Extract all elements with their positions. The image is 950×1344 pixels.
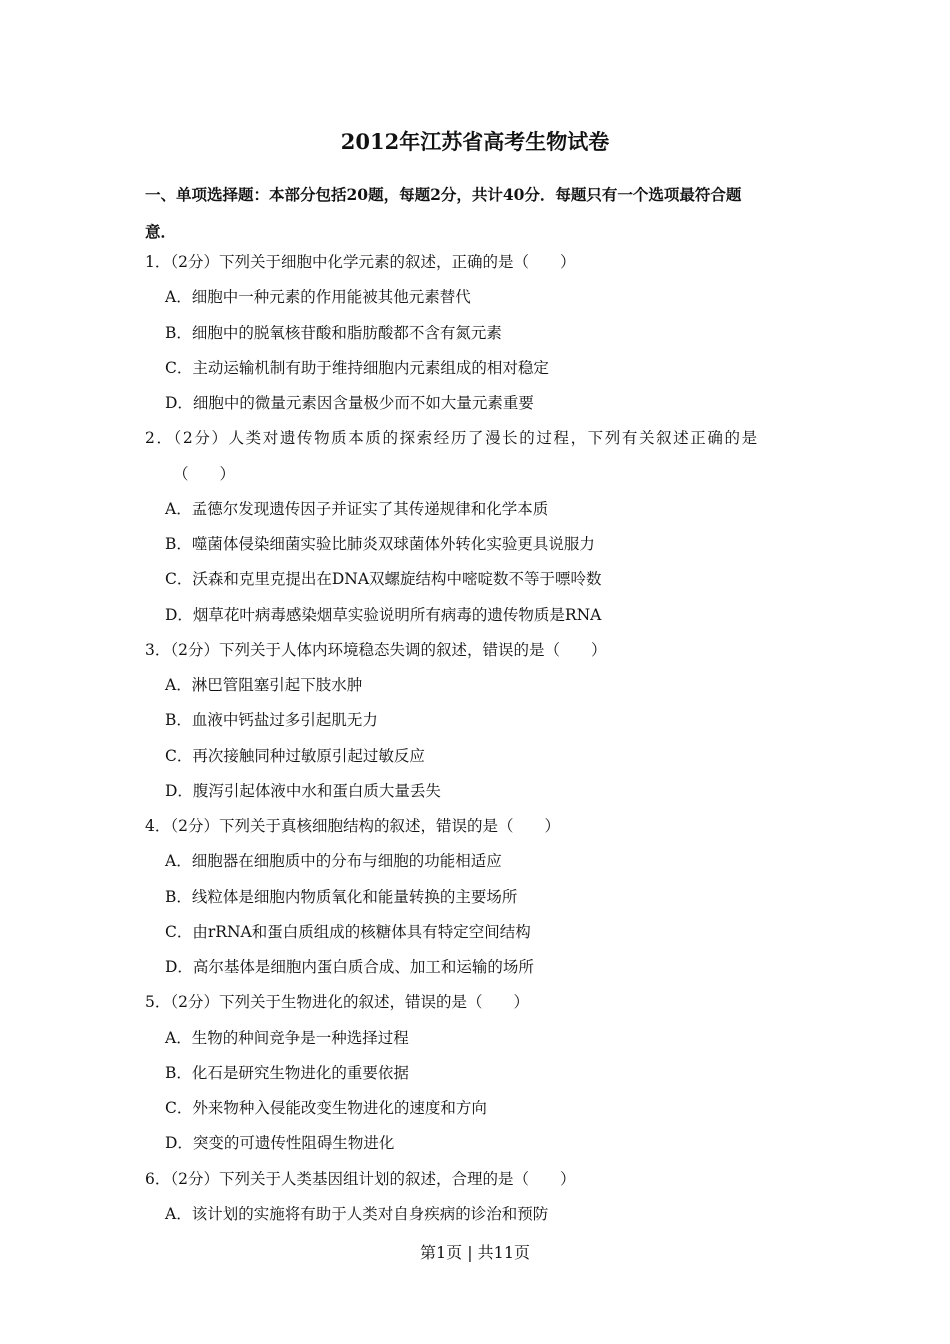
question-4-option-c: C．由rRNA和蛋白质组成的核糖体具有特定空间结构 [165, 922, 531, 941]
question-1-option-c: C．主动运输机制有助于维持细胞内元素组成的相对稳定 [165, 358, 549, 377]
question-6-stem: 6．（2分）下列关于人类基因组计划的叙述，合理的是（ ） [145, 1169, 576, 1188]
question-3-option-c: C．再次接触同种过敏原引起过敏反应 [165, 746, 425, 765]
question-6-option-a: A．该计划的实施将有助于人类对自身疾病的诊治和预防 [165, 1204, 549, 1223]
question-1-stem: 1．（2分）下列关于细胞中化学元素的叙述，正确的是（ ） [145, 253, 576, 271]
section-heading [145, 176, 810, 250]
question-3-stem: 3．（2分）下列关于人体内环境稳态失调的叙述，错误的是（ ） [145, 640, 607, 659]
page-footer: 第1页 | 共11页 [419, 1243, 531, 1262]
question-2-option-c: C．沃森和克里克提出在DNA双螺旋结构中嘧啶数不等于嘌呤数 [165, 570, 602, 589]
question-3-option-b: B．血液中钙盐过多引起肌无力 [165, 711, 378, 730]
question-2-option-b: B．噬菌体侵染细菌实验比肺炎双球菌体外转化实验更具说服力 [165, 535, 595, 553]
question-5-option-d: D．突变的可遗传性阻碍生物进化 [165, 1134, 395, 1153]
question-3-option-d: D．腹泻引起体液中水和蛋白质大量丢失 [165, 781, 441, 800]
section-heading-line: 一、单项选择题：本部分包括20题，每题2分，共计40分．每题只有一个选项最符合题 [145, 185, 742, 204]
question-4-option-b: B．线粒体是细胞内物质氧化和能量转换的主要场所 [165, 887, 518, 906]
question-5-option-c: C．外来物种入侵能改变生物进化的速度和方向 [165, 1099, 487, 1117]
question-3-option-a: A．淋巴管阻塞引起下肢水肿 [165, 676, 363, 694]
question-5-stem: 5．（2分）下列关于生物进化的叙述，错误的是（ ） [145, 993, 529, 1012]
question-2-option-d: D．烟草花叶病毒感染烟草实验说明所有病毒的遗传物质是RNA [165, 605, 602, 624]
question-5-option-a: A．生物的种间竞争是一种选择过程 [165, 1028, 409, 1047]
question-1-option-d: D．细胞中的微量元素因含量极少而不如大量元素重要 [165, 394, 534, 412]
question-4-stem: 4．（2分）下列关于真核细胞结构的叙述，错误的是（ ） [145, 817, 560, 835]
question-4-option-a: A．细胞器在细胞质中的分布与细胞的功能相适应 [165, 852, 502, 871]
question-2-stem-cont: （ ） [173, 464, 236, 483]
question-list [145, 245, 810, 1232]
question-2-stem: 2．（2分）人类对遗传物质本质的探索经历了漫长的过程，下列有关叙述正确的是 [145, 429, 759, 448]
document-title: 2012年江苏省高考生物试卷 [340, 129, 610, 154]
question-4-option-d: D．高尔基体是细胞内蛋白质合成、加工和运输的场所 [165, 958, 534, 976]
question-2-option-a: A．孟德尔发现遗传因子并证实了其传递规律和化学本质 [165, 499, 549, 518]
question-1-option-b: B．细胞中的脱氧核苷酸和脂肪酸都不含有氮元素 [165, 323, 502, 342]
section-heading-line: 意． [145, 222, 177, 241]
question-5-option-b: B．化石是研究生物进化的重要依据 [165, 1063, 409, 1082]
question-1-option-a: A．细胞中一种元素的作用能被其他元素替代 [165, 288, 471, 307]
